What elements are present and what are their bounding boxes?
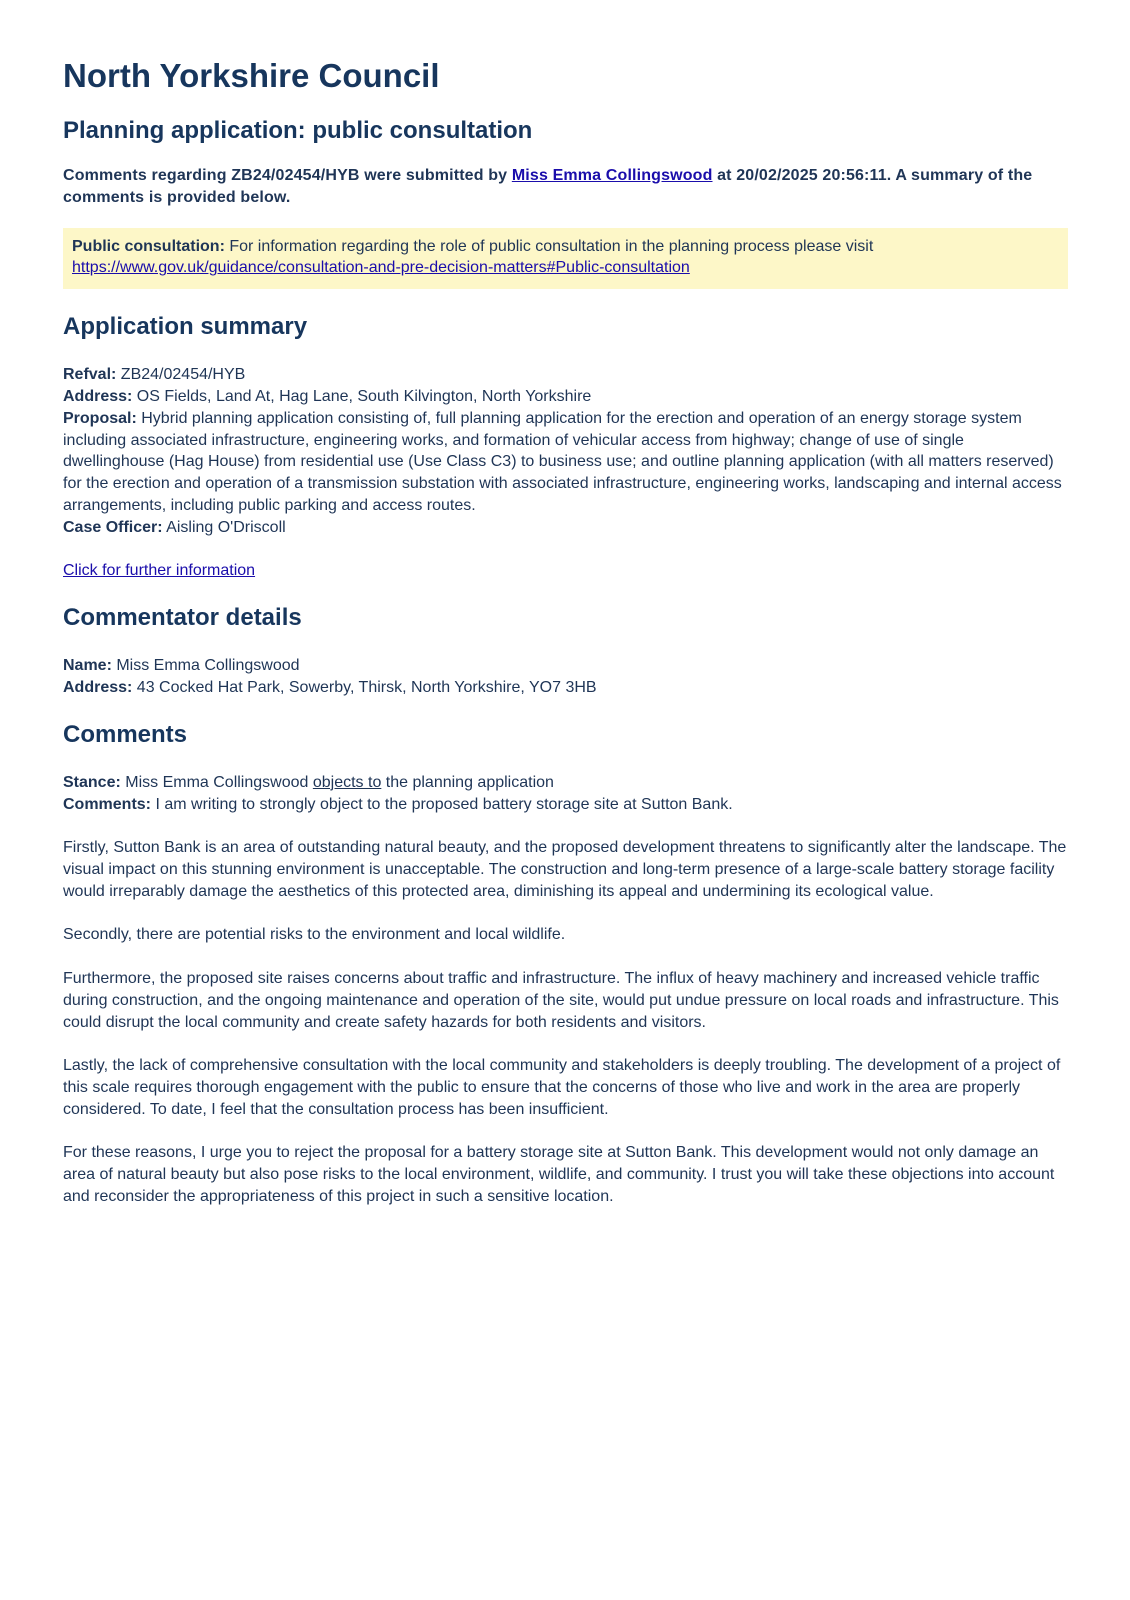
- comments-heading: Comments: [63, 720, 188, 748]
- commentator-address-row: [63, 677, 1068, 699]
- comment-paragraph-3: Furthermore, the proposed site raises concerns about traffic and infrastructure. The influx of heavy machinery and increased vehicle traffic during construction, and the ongoing maintenance and operation of the site, would put undue pressure on local roads and infrastructure. This could disrupt the local community and create safety hazards for both residents and visitors.: [63, 969, 1059, 1031]
- commentator-details: [63, 655, 1068, 699]
- case-officer-label: Case Officer:: [63, 518, 163, 536]
- comments-first-row: [63, 794, 1068, 816]
- proposal-row: [63, 408, 1068, 517]
- commentator-name-row: [63, 655, 1068, 677]
- stance-label: Stance:: [63, 773, 121, 791]
- page-subtitle: Planning application: public consultation: [63, 117, 533, 144]
- comment-paragraph-5: For these reasons, I urge you to reject the proposal for a battery storage site at Sutton Bank. This development would not only damage an area of natural beauty but also pose risks to the local environment, wildlife, and community. I trust you will take these objections into account and reconsider the appropriateness of this project in such a sensitive location.: [63, 1144, 1055, 1205]
- stance-objects-link[interactable]: objects to: [312, 773, 382, 791]
- application-summary: [63, 364, 1068, 582]
- comment-paragraph-4: Lastly, the lack of comprehensive consultation with the local community and stakeholders is deeply troubling. The development of a project of this scale requires thorough engagement with the public to ensure that the concerns of those who live and work in the area are properly considered. To date, I feel that the consultation process has been insufficient.: [63, 1057, 1061, 1118]
- refval-row: [63, 364, 1068, 386]
- stance-row: [63, 772, 1068, 794]
- application-summary-heading: Application summary: [63, 313, 308, 341]
- stance-after: the planning application: [381, 773, 554, 791]
- comments-section: [63, 772, 1068, 1208]
- stance-name: Miss Emma Collingswood: [120, 773, 313, 791]
- commentator-name-link[interactable]: Miss Emma Collingswood: [511, 167, 713, 184]
- address-row: [63, 386, 1068, 408]
- intro-text: [63, 165, 1068, 209]
- comment-paragraph-2: Secondly, there are potential risks to the environment and local wildlife.: [63, 926, 566, 944]
- comments-first-line: I am writing to strongly object to the proposed battery storage site at Sutton Bank.: [151, 795, 733, 813]
- council-title: North Yorkshire Council: [63, 57, 440, 94]
- document-content: [63, 52, 1068, 1208]
- intro-after: at 20/02/2025 20:56:11. A summary of the comments is provided below.: [63, 167, 1033, 206]
- case-officer-value: Aisling O'Driscoll: [162, 518, 286, 536]
- case-officer-row: [63, 517, 1068, 539]
- further-information-link[interactable]: Click for further information: [63, 562, 256, 580]
- intro-before: Comments regarding ZB24/02454/HYB were submitted by: [63, 167, 512, 184]
- proposal-value: Hybrid planning application consisting of, full planning application for the erection and operation of an energy storage system including associated infrastructure, engineering works, and formation of vehicular access from highway; change of use of single dwellinghouse (Hag House) from residential use (Use Class C3) to business use; and outline planning application (with all matters reserved) for the erection and operation of a transmission substation with associated infrastructure, engineering works, landscaping and internal access arrangements, including public parking and access routes.: [63, 409, 1062, 514]
- comments-label: Comments:: [63, 795, 152, 813]
- address-label: Address:: [63, 387, 133, 405]
- banner-label: Public consultation:: [72, 237, 225, 255]
- consultation-banner: [63, 228, 1068, 290]
- commentator-name-value: Miss Emma Collingswood: [111, 657, 300, 675]
- commentator-address-value: 43 Cocked Hat Park, Sowerby, Thirsk, North Yorkshire, YO7 3HB: [132, 678, 597, 696]
- banner-text: For information regarding the role of public consultation in the planning process please visit: [224, 237, 874, 255]
- commentator-address-label: Address:: [63, 678, 133, 696]
- proposal-label: Proposal:: [63, 409, 137, 427]
- comment-paragraph-1: Firstly, Sutton Bank is an area of outstanding natural beauty, and the proposed development threatens to significantly alter the landscape. The visual impact on this stunning environment is unacceptable. The construction and long-term presence of a large-scale battery storage facility would irreparably damage the aesthetics of this protected area, diminishing its appeal and undermining its ecological value.: [63, 839, 1067, 900]
- refval-value: ZB24/02454/HYB: [116, 366, 246, 384]
- consultation-guidance-link[interactable]: https://www.gov.uk/guidance/consultation-and-pre-decision-matters#Public-consultation: [72, 259, 690, 277]
- refval-label: Refval:: [63, 366, 117, 384]
- address-value: OS Fields, Land At, Hag Lane, South Kilvington, North Yorkshire: [132, 387, 592, 405]
- commentator-name-label: Name:: [63, 657, 112, 675]
- commentator-details-heading: Commentator details: [63, 604, 302, 632]
